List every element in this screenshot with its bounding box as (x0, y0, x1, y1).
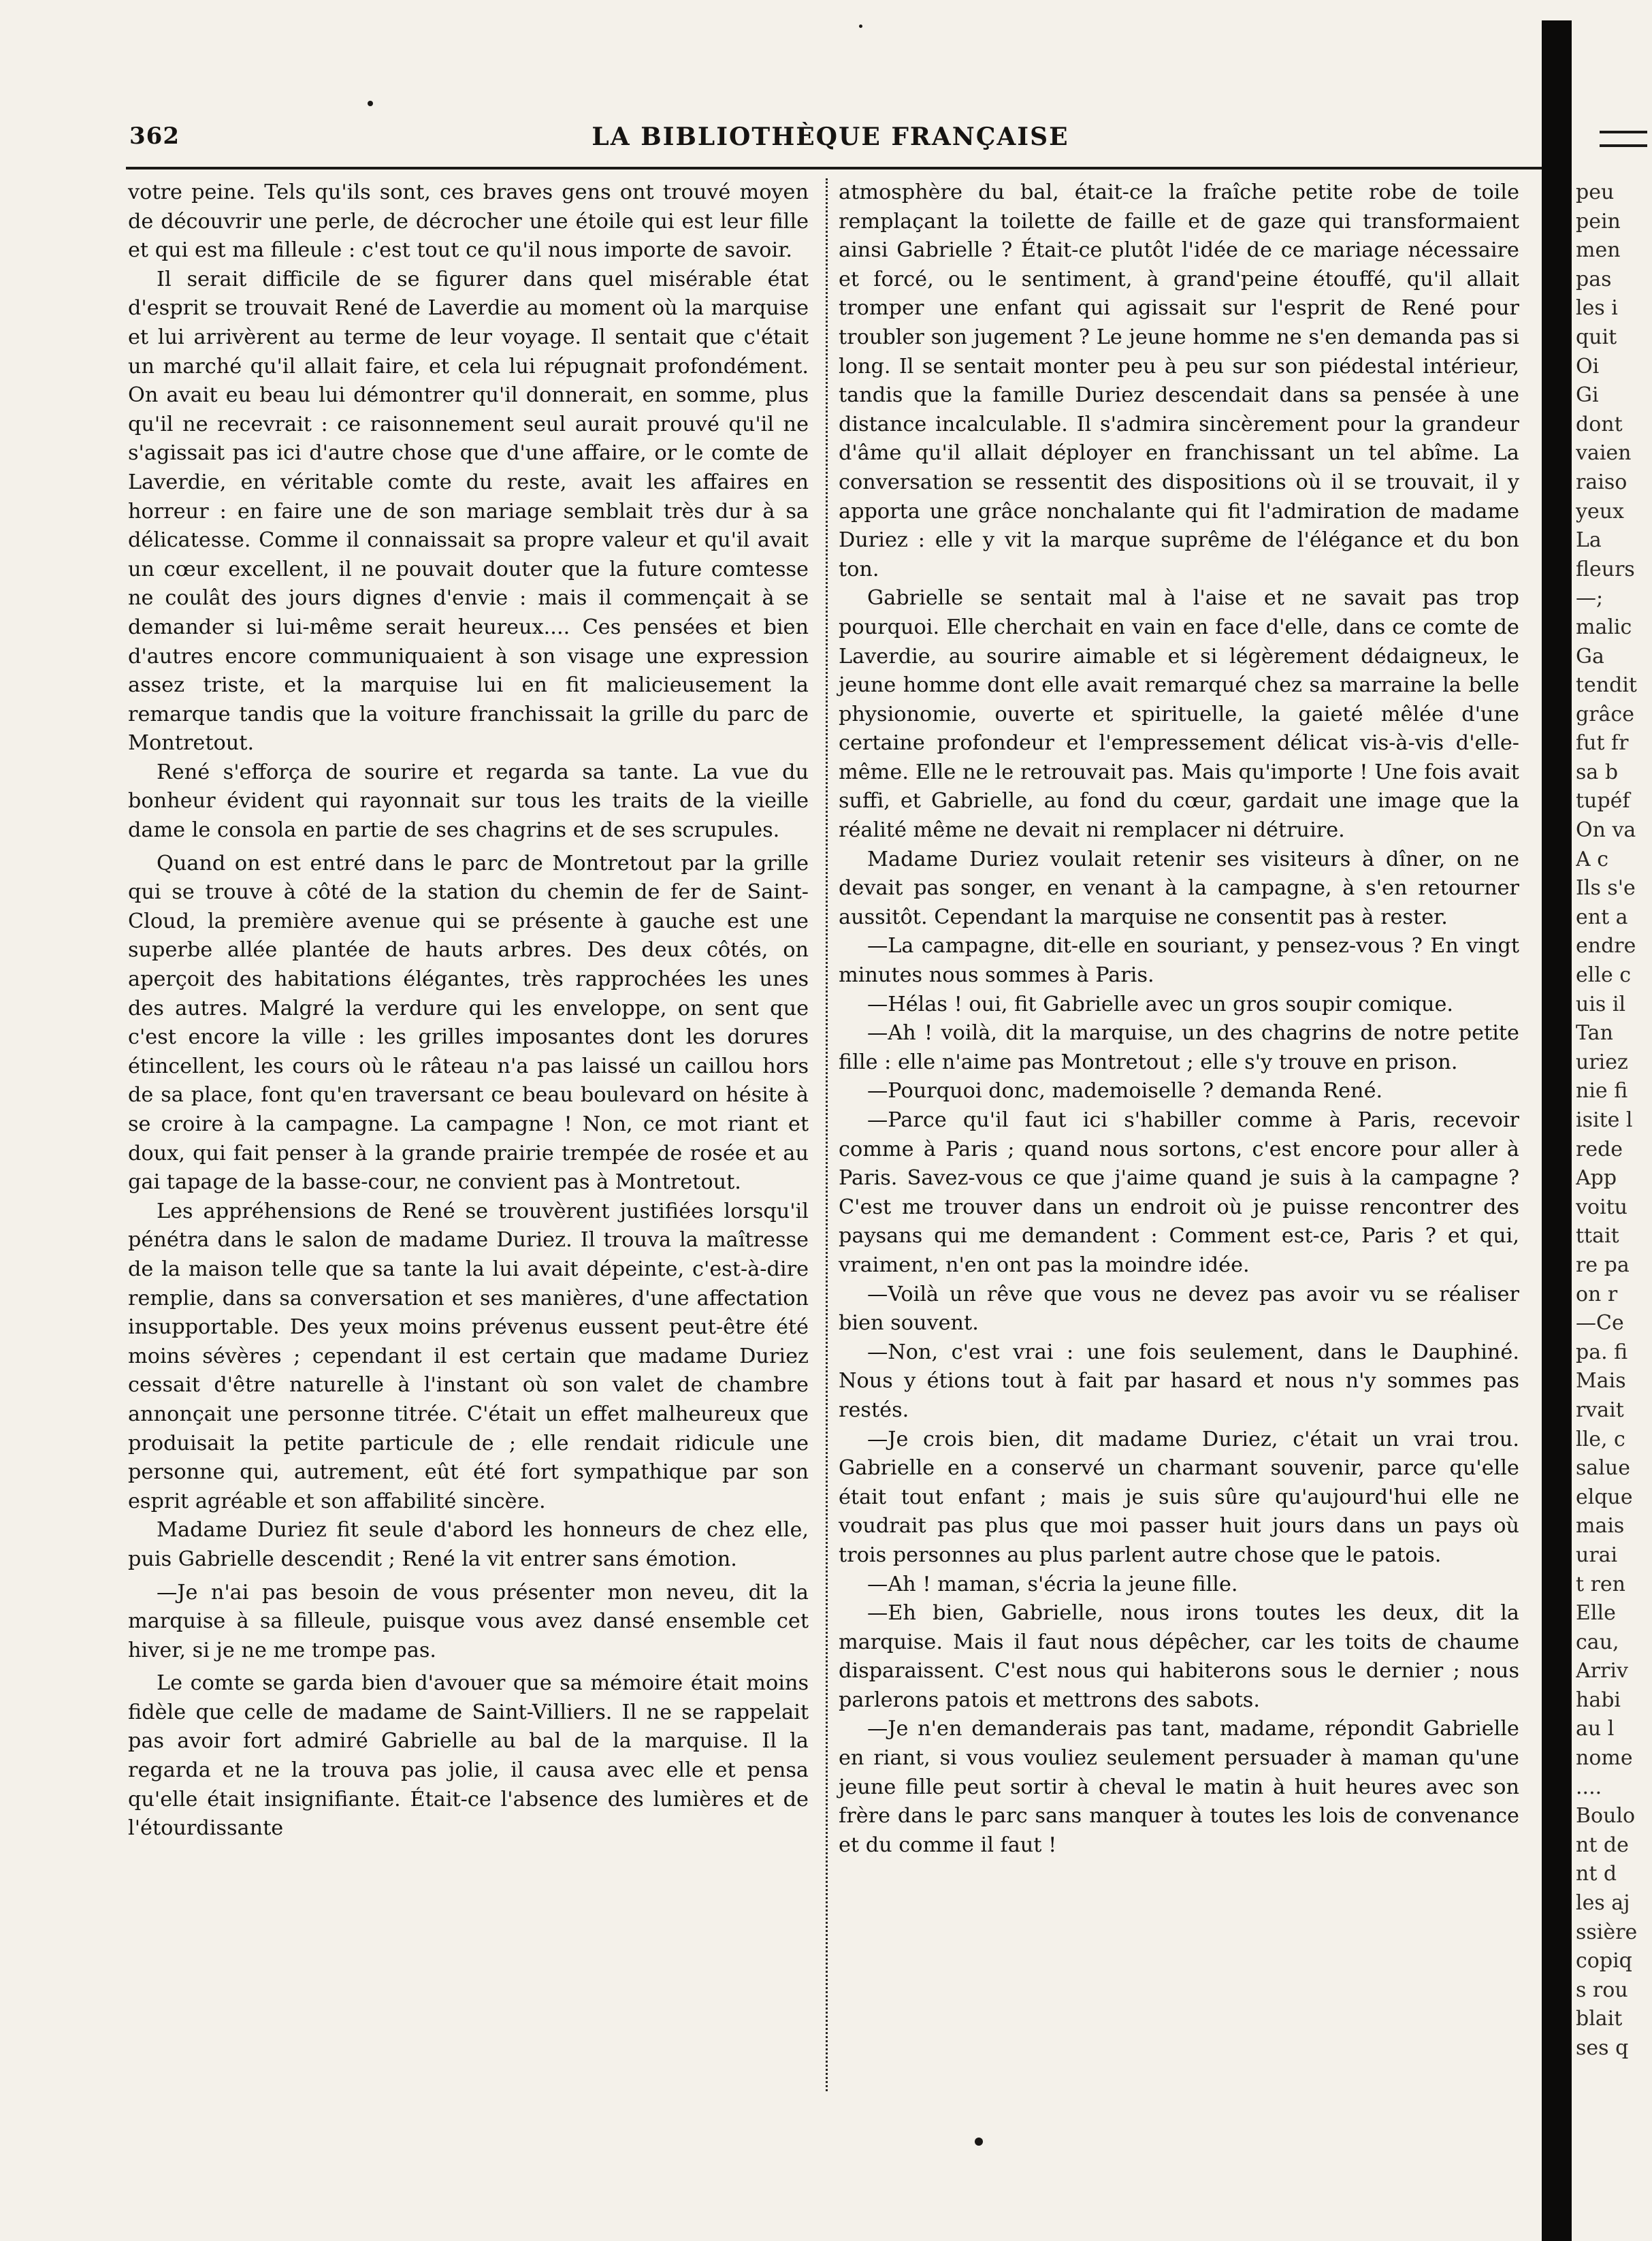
bleed-fragment: re pa (1576, 1253, 1630, 1277)
left-text-column (128, 178, 809, 1843)
bleed-fragment: vaien (1576, 441, 1632, 466)
paragraph: Il serait difficile de se figurer dans quel misérable état d'esprit se trouvait René de Laverdie au moment où la marquise et lui arrivèrent au terme de leur voyage. Il sentait que c'était un marché qu'il allait faire, et cela lui répugnait profondément. On avait eu beau lui démontrer qu'il donnerait, en somme, plus qu'il ne recevrait : ce raisonnement seul aurait prouvé qu'il ne s'agissait pas ici d'autre chose que d'une affaire, or le comte de Laverdie, en véritable comte du reste, avait les affaires en horreur : en faire une de son mariage semblait très dur à sa délicatesse. Comme il connaissait sa propre valeur et qu'il avait un cœur excellent, il ne pouvait douter que la future comtesse ne coulât des jours dignes d'envie : mais il commençait à se demander si lui-même serait heureux.... Ces pensées et bien d'autres encore communiquaient à son visage une expression assez triste, et la marquise lui en fit malicieusement la remarque tandis que la voiture franchissait la grille du parc de Montretout. (128, 267, 809, 756)
bleed-fragment: ses q (1576, 2036, 1629, 2060)
bleed-fragment: s rou (1576, 1978, 1628, 2002)
bleed-fragment: —; (1576, 586, 1604, 611)
bleed-fragment: t ren (1576, 1572, 1626, 1596)
bleed-fragment: uriez (1576, 1050, 1628, 1074)
print-speck (859, 25, 862, 28)
bleed-fragment: Tan (1576, 1021, 1613, 1046)
bleed-fragment: sa b (1576, 760, 1619, 784)
bleed-fragment: Ga (1576, 644, 1604, 668)
bleed-fragment: voitu (1576, 1195, 1627, 1219)
bleed-fragment: nie fi (1576, 1079, 1628, 1103)
dialogue-line: —Eh bien, Gabrielle, nous irons toutes les deux, dit la marquise. Mais il faut nous dépêcher, car les toits de chaume disparaissent. C'est nous qui habiterons sous le dernier ; nous parlerons patois et mettrons des sabots. (839, 1601, 1519, 1712)
paragraph: —Je n'ai pas besoin de vous présenter mon neveu, dit la marquise à sa filleule, puisque vous avez dansé ensemble cet hiver, si je ne me trompe pas. (128, 1580, 809, 1662)
bleed-fragment: urai (1576, 1543, 1618, 1567)
bleed-fragment: Arriv (1576, 1659, 1628, 1683)
bleed-fragment: elle c (1576, 963, 1632, 988)
bleed-fragment: On va (1576, 818, 1636, 843)
bleed-fragment: nome (1576, 1746, 1633, 1771)
bleed-fragment: mais (1576, 1514, 1625, 1538)
bleed-fragment: cau, (1576, 1630, 1619, 1654)
dialogue-line: —Hélas ! oui, fit Gabrielle avec un gros soupir comique. (867, 992, 1454, 1016)
bleed-fragment: pa. fi (1576, 1340, 1628, 1364)
paragraph: atmosphère du bal, était-ce la fraîche petite robe de toile remplaçant la toilette de faille et de gaze qui transformaient ainsi Gabrielle ? Était-ce plutôt l'idée de ce mariage nécessaire et forcé, ou le sentiment, à grand'peine étouffé, qu'il allait tromper une enfant qui agissait sur l'esprit de René pour troubler son jugement ? Le jeune homme ne s'en demanda pas si long. Il se sentait monter peu à peu sur son piédestal intérieur, tandis que la famille Duriez descendait dans sa pensée à une distance incalculable. Il s'admira sincèrement pour la grandeur d'âme qu'il allait déployer en franchissant un tel abîme. La conversation se ressentit des dispositions où il se trouvait, il y apporta une grâce nonchalante qui fit l'admiration de madame Duriez : elle y vit la marque suprême de l'élégance et du bon ton. (839, 180, 1519, 581)
bleed-fragment: ent a (1576, 905, 1628, 929)
bleed-fragment: salue (1576, 1456, 1630, 1481)
paragraph: votre peine. Tels qu'ils sont, ces braves gens ont trouvé moyen de découvrir une perle, de décrocher une étoile qui est leur fille et qui est ma filleule : c'est tout ce qu'il nous importe de savoir. (128, 180, 809, 263)
bleed-fragment: habi (1576, 1688, 1621, 1712)
running-title: LA BIBLIOTHÈQUE FRANÇAISE (592, 123, 1069, 151)
dialogue-line: —Voilà un rêve que vous ne devez pas avoir vu se réaliser bien souvent. (839, 1282, 1519, 1336)
facing-page-bleed (1576, 178, 1652, 2063)
page-header (129, 123, 1532, 163)
bleed-fragment: Gi (1576, 383, 1599, 408)
bleed-fragment: ssière (1576, 1920, 1638, 1944)
bleed-fragment: rvait (1576, 1398, 1624, 1422)
bleed-fragment: Boulo (1576, 1804, 1636, 1828)
bleed-fragment: La (1576, 528, 1602, 553)
bleed-fragment: yeux (1576, 499, 1624, 523)
bleed-fragment: Mais (1576, 1369, 1626, 1393)
dialogue-line: —Pourquoi donc, mademoiselle ? demanda René. (867, 1079, 1383, 1103)
bleed-fragment: .... (1576, 1775, 1602, 1799)
paragraph: Quand on est entré dans le parc de Montretout par la grille qui se trouve à côté de la station du chemin de fer de Saint-Cloud, la première avenue qui se présente à gauche est une superbe allée plantée de hauts arbres. Des deux côtés, on aperçoit des habitations élégantes, très rapprochées les unes des autres. Malgré la verdure qui les enveloppe, on sent que c'est encore la ville : les grilles imposantes dont les dorures étincellent, les cours où le râteau n'a pas laissé un caillou hors de sa place, font qu'en traversant ce beau boulevard on hésite à se croire à la campagne. La campagne ! Non, ce mot riant et doux, qui fait penser à la grande prairie trempée de rosée et au gai tapage de la basse-cour, ne convient pas à Montretout. (128, 851, 809, 1195)
dialogue-line: —Je crois bien, dit madame Duriez, c'était un vrai trou. Gabrielle en a conservé un charmant souvenir, parce qu'elle était tout enfant ; mais je suis sûre qu'aujourd'hui elle ne voudrait pas plus que moi passer huit jours dans un pays où trois personnes au plus parlent autre chose que le patois. (839, 1427, 1519, 1567)
bleed-fragment: nt de (1576, 1833, 1629, 1857)
column-divider (826, 178, 828, 2091)
bleed-fragment: grâce (1576, 702, 1634, 726)
bleed-fragment: men (1576, 238, 1621, 263)
bleed-fragment: les i (1576, 296, 1618, 321)
bleed-fragment: tendit (1576, 673, 1637, 698)
bleed-fragment: fleurs (1576, 557, 1635, 581)
print-speck (975, 2138, 983, 2146)
bleed-fragment: elque (1576, 1485, 1633, 1509)
bleed-fragment: A c (1576, 847, 1609, 871)
bleed-fragment: pas (1576, 267, 1612, 291)
bleed-fragment: —Ce (1576, 1311, 1624, 1336)
header-ornament (1600, 131, 1647, 147)
bleed-fragment: on r (1576, 1282, 1618, 1306)
bleed-fragment: quit (1576, 325, 1617, 349)
binding-shadow (1542, 20, 1572, 2241)
dialogue-line: —Parce qu'il faut ici s'habiller comme à Paris, recevoir comme à Paris ; quand nous sortons, c'est encore pour aller à Paris. Savez-vous ce que j'aime quand je suis à la campagne ? C'est me trouver dans un endroit où je puisse rencontrer des paysans qui me demandent : Comment est-ce, Paris ? et qui, vraiment, n'en ont pas la moindre idée. (839, 1108, 1519, 1277)
bleed-fragment: Elle (1576, 1601, 1616, 1626)
bleed-fragment: blait (1576, 2007, 1623, 2031)
page-number: 362 (129, 123, 180, 150)
dialogue-line: —Non, c'est vrai : une fois seulement, dans le Dauphiné. Nous y étions tout à fait par hasard et nous n'y sommes pas restés. (839, 1340, 1519, 1422)
paragraph: René s'efforça de sourire et regarda sa tante. La vue du bonheur évident qui rayonnait sur tous les traits de la vieille dame le consola en partie de ses chagrins et de ses scrupules. (128, 760, 809, 843)
bleed-fragment: Oi (1576, 354, 1600, 378)
bleed-fragment: malic (1576, 615, 1632, 639)
paragraph: Le comte se garda bien d'avouer que sa mémoire était moins fidèle que celle de madame de Saint-Villiers. Il ne se rappelait pas avoir fort admiré Gabrielle au bal de la marquise. Il la regarda et ne la trouva pas jolie, il causa avec elle et pensa qu'elle était insignifiante. Était-ce l'absence des lumières et de l'étourdissante (128, 1671, 809, 1841)
right-text-column (839, 178, 1519, 1860)
dialogue-line: —Ah ! maman, s'écria la jeune fille. (867, 1572, 1238, 1596)
paragraph: Madame Duriez voulait retenir ses visiteurs à dîner, on ne devait pas songer, en venant à la campagne, à s'en retourner aussitôt. Cependant la marquise ne consentit pas à rester. (839, 847, 1519, 929)
paragraph: Gabrielle se sentait mal à l'aise et ne savait pas trop pourquoi. Elle cherchait en vain en face d'elle, dans ce comte de Laverdie, au sourire aimable et si légèrement dédaigneux, le jeune homme dont elle avait remarqué chez sa marraine la belle physionomie, ouverte et spirituelle, la gaieté mêlée d'une certaine profondeur et l'empressement délicat vis-à-vis d'elle-même. Elle ne le retrouvait pas. Mais qu'importe ! Une fois avait suffi, et Gabrielle, au fond du cœur, gardait une image que la réalité même ne devait ni remplacer ni détruire. (839, 586, 1519, 843)
bleed-fragment: les aj (1576, 1891, 1630, 1916)
bleed-fragment: endre (1576, 934, 1636, 958)
bleed-fragment: peu (1576, 180, 1615, 204)
bleed-fragment: pein (1576, 209, 1621, 233)
bleed-fragment: dont (1576, 412, 1623, 436)
bleed-fragment: Ils s'e (1576, 876, 1636, 901)
bleed-fragment: isite l (1576, 1108, 1633, 1132)
bleed-fragment: ttait (1576, 1224, 1619, 1248)
dialogue-line: —Je n'en demanderais pas tant, madame, répondit Gabrielle en riant, si vous vouliez seulement persuader à maman qu'une jeune fille peut sortir à cheval le matin à huit heures avec son frère dans le parc sans manquer à toutes les lois de convenance et du comme il faut ! (839, 1717, 1519, 1857)
bleed-fragment: lle, c (1576, 1427, 1625, 1451)
bleed-fragment: nt d (1576, 1862, 1617, 1886)
bleed-fragment: App (1576, 1166, 1617, 1191)
dialogue-line: —Ah ! voilà, dit la marquise, un des chagrins de notre petite fille : elle n'aime pas Montretout ; elle s'y trouve en prison. (839, 1021, 1519, 1074)
dialogue-line: —La campagne, dit-elle en souriant, y pensez-vous ? En vingt minutes nous sommes à Paris. (839, 934, 1519, 988)
bleed-fragment: copiq (1576, 1949, 1632, 1973)
print-speck (368, 101, 373, 106)
bleed-fragment: fut fr (1576, 731, 1629, 756)
paragraph: Madame Duriez fit seule d'abord les honneurs de chez elle, puis Gabrielle descendit ; René la vit entrer sans émotion. (128, 1518, 809, 1571)
bleed-fragment: tupéf (1576, 789, 1630, 813)
bleed-fragment: raiso (1576, 470, 1627, 494)
bleed-fragment: rede (1576, 1137, 1623, 1161)
bleed-fragment: uis il (1576, 992, 1626, 1016)
bleed-fragment: au l (1576, 1717, 1615, 1741)
paragraph: Les appréhensions de René se trouvèrent justifiées lorsqu'il pénétra dans le salon de madame Duriez. Il trouva la maîtresse de la maison telle que sa tante la lui avait dépeinte, c'est-à-dire remplie, dans sa conversation et ses manières, d'une affectation insupportable. Des yeux moins prévenus eussent peut-être été moins sévères ; cependant il est certain que madame Duriez cessait d'être naturelle à l'instant où son valet de chambre annonçait une personne titrée. C'était un effet malheureux que produisait la petite particule de ; elle rendait ridicule une personne qui, autrement, eût été fort sympathique par son esprit agréable et son affabilité sincère. (128, 1199, 809, 1513)
header-rule (126, 167, 1542, 170)
